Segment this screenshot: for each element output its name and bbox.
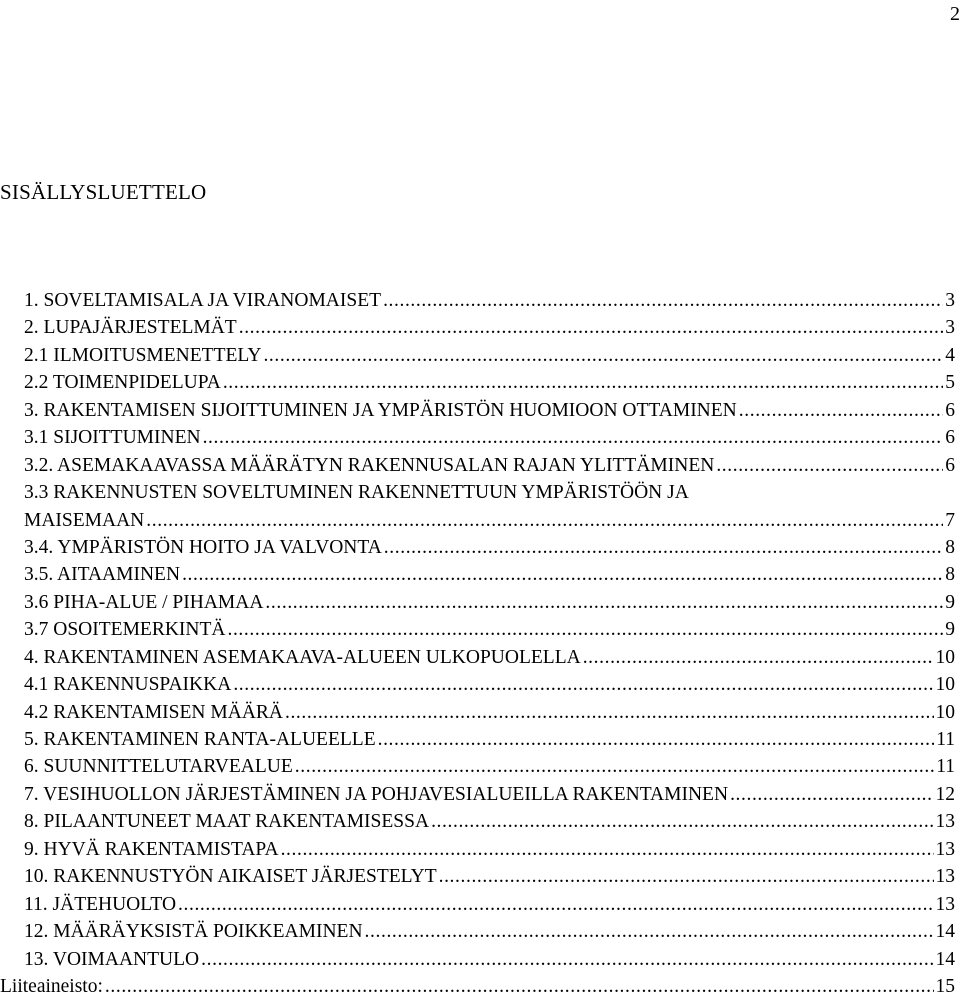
toc-entry-page: 14	[935, 948, 955, 970]
toc-entry[interactable]	[0, 671, 955, 698]
toc-entry-title: Liiteaineisto:	[0, 975, 103, 997]
dot-leader	[739, 397, 943, 424]
toc-entry-page: 13	[935, 893, 955, 915]
toc-entry[interactable]	[0, 507, 955, 534]
dot-leader	[583, 644, 934, 671]
toc-entry-page: 3	[945, 317, 955, 339]
toc-entry-title: 8. PILAANTUNEET MAAT RAKENTAMISESSA	[24, 811, 430, 833]
toc-entry[interactable]	[0, 452, 955, 479]
toc-entry-title: 3.7 OSOITEMERKINTÄ	[24, 619, 226, 641]
toc-entry[interactable]	[0, 753, 955, 780]
toc-entry-line: 3.3 RAKENNUSTEN SOVELTUMINEN RAKENNETTUUN YMPÄRISTÖÖN JA	[24, 482, 689, 504]
toc-entry-title: 3.2. ASEMAKAAVASSA MÄÄRÄTYN RAKENNUSALAN RAJAN YLITTÄMINEN	[24, 454, 715, 476]
toc-entry-title: 1. SOVELTAMISALA JA VIRANOMAISET	[24, 290, 382, 311]
dot-leader	[384, 534, 943, 561]
dot-leader	[295, 753, 934, 780]
toc-entry[interactable]	[0, 836, 955, 863]
toc-entry-page: 6	[945, 427, 955, 449]
toc-entry-title: 3. RAKENTAMISEN SIJOITTUMINEN JA YMPÄRISTÖN HUOMIOON OTTAMINEN	[24, 399, 737, 421]
dot-leader	[223, 369, 943, 396]
toc-entry[interactable]	[0, 699, 955, 726]
toc-entry-page: 6	[945, 399, 955, 421]
table-of-contents	[0, 287, 955, 1000]
toc-entry-title: 3.5. AITAAMINEN	[24, 564, 181, 586]
dot-leader	[378, 726, 935, 753]
toc-entry[interactable]	[0, 644, 955, 671]
dot-leader	[281, 836, 934, 863]
toc-entry-title: 3.6 PIHA-ALUE / PIHAMAA	[24, 591, 264, 613]
toc-entry-title: 10. RAKENNUSTYÖN AIKAISET JÄRJESTELYT	[24, 866, 437, 888]
toc-entry[interactable]	[0, 534, 955, 561]
dot-leader	[203, 424, 944, 451]
toc-entry-page: 8	[945, 536, 955, 558]
toc-entry-title: 2. LUPAJÄRJESTELMÄT	[24, 317, 237, 339]
dot-leader	[431, 808, 933, 835]
toc-entry[interactable]	[0, 342, 955, 369]
toc-entry-title: 5. RAKENTAMINEN RANTA-ALUEELLE	[24, 729, 376, 750]
toc-entry-title: 6. SUUNNITTELUTARVEALUE	[24, 756, 293, 778]
dot-leader	[263, 342, 943, 369]
toc-entry-title: MAISEMAAN	[24, 509, 145, 531]
dot-leader	[730, 781, 933, 808]
toc-entry[interactable]	[0, 973, 955, 1000]
toc-entry-page: 12	[935, 783, 955, 805]
toc-entry-title: 4.1 RAKENNUSPAIKKA	[24, 674, 232, 696]
dot-leader	[233, 671, 933, 698]
dot-leader	[105, 973, 934, 1000]
toc-entry[interactable]	[0, 726, 955, 753]
toc-entry[interactable]	[0, 397, 955, 424]
toc-entry-title: 2.1 ILMOITUSMENETTELY	[24, 344, 262, 366]
toc-entry-title: 9. HYVÄ RAKENTAMISTAPA	[24, 838, 279, 860]
toc-entry-page: 4	[945, 344, 955, 366]
dot-leader	[227, 616, 943, 643]
toc-entry-page: 7	[945, 509, 955, 531]
dot-leader	[182, 561, 943, 588]
dot-leader	[716, 452, 943, 479]
dot-leader	[265, 589, 943, 616]
toc-entry[interactable]	[0, 781, 955, 808]
toc-entry[interactable]	[0, 918, 955, 945]
toc-entry[interactable]	[0, 369, 955, 396]
toc-entry[interactable]	[0, 863, 955, 890]
toc-entry[interactable]	[0, 287, 955, 314]
toc-entry-page: 9	[945, 591, 955, 613]
toc-entry-title: 13. VOIMAANTULO	[24, 948, 200, 970]
page-number: 2	[950, 3, 960, 25]
toc-entry[interactable]	[0, 589, 955, 616]
toc-entry-page: 9	[945, 619, 955, 641]
toc-entry-page: 13	[935, 866, 955, 888]
toc-entry[interactable]	[0, 946, 955, 973]
toc-entry[interactable]	[0, 616, 955, 643]
toc-entry-page: 6	[945, 454, 955, 476]
toc-entry-page: 13	[935, 811, 955, 833]
toc-entry[interactable]	[0, 808, 955, 835]
dot-leader	[146, 507, 943, 534]
toc-entry[interactable]	[0, 424, 955, 451]
toc-entry-page: 10	[935, 701, 955, 723]
toc-entry-title: 3.4. YMPÄRISTÖN HOITO JA VALVONTA	[24, 536, 382, 558]
toc-entry-page: 14	[935, 921, 955, 943]
toc-entry-title: 2.2 TOIMENPIDELUPA	[24, 372, 221, 394]
toc-entry-page: 10	[935, 674, 955, 696]
dot-leader	[365, 918, 934, 945]
dot-leader	[285, 699, 934, 726]
toc-entry-title: 3.1 SIJOITTUMINEN	[24, 427, 201, 449]
toc-entry[interactable]	[0, 314, 955, 341]
toc-entry-title: 12. MÄÄRÄYKSISTÄ POIKKEAMINEN	[24, 921, 363, 943]
toc-entry-page: 8	[945, 564, 955, 586]
dot-leader	[201, 946, 933, 973]
toc-entry-page: 13	[935, 838, 955, 860]
toc-entry-page: 11	[936, 756, 955, 778]
toc-entry-page: 10	[935, 646, 955, 668]
dot-leader	[439, 863, 934, 890]
toc-entry-page: 11	[936, 729, 955, 750]
toc-entry-title: 7. VESIHUOLLON JÄRJESTÄMINEN JA POHJAVESIALUEILLA RAKENTAMINEN	[24, 783, 729, 805]
dot-leader	[383, 287, 943, 314]
dot-leader	[178, 891, 933, 918]
toc-entry[interactable]	[0, 561, 955, 588]
toc-entry-title: 4.2 RAKENTAMISEN MÄÄRÄ	[24, 701, 283, 723]
toc-entry-page: 5	[945, 372, 955, 394]
toc-entry[interactable]	[0, 891, 955, 918]
toc-entry-page: 3	[945, 290, 955, 311]
dot-leader	[239, 314, 944, 341]
toc-entry-page: 15	[935, 975, 955, 997]
toc-heading: SISÄLLYSLUETTELO	[0, 180, 207, 204]
toc-entry-title: 11. JÄTEHUOLTO	[24, 893, 177, 915]
toc-entry-title: 4. RAKENTAMINEN ASEMAKAAVA-ALUEEN ULKOPUOLELLA	[24, 646, 581, 668]
